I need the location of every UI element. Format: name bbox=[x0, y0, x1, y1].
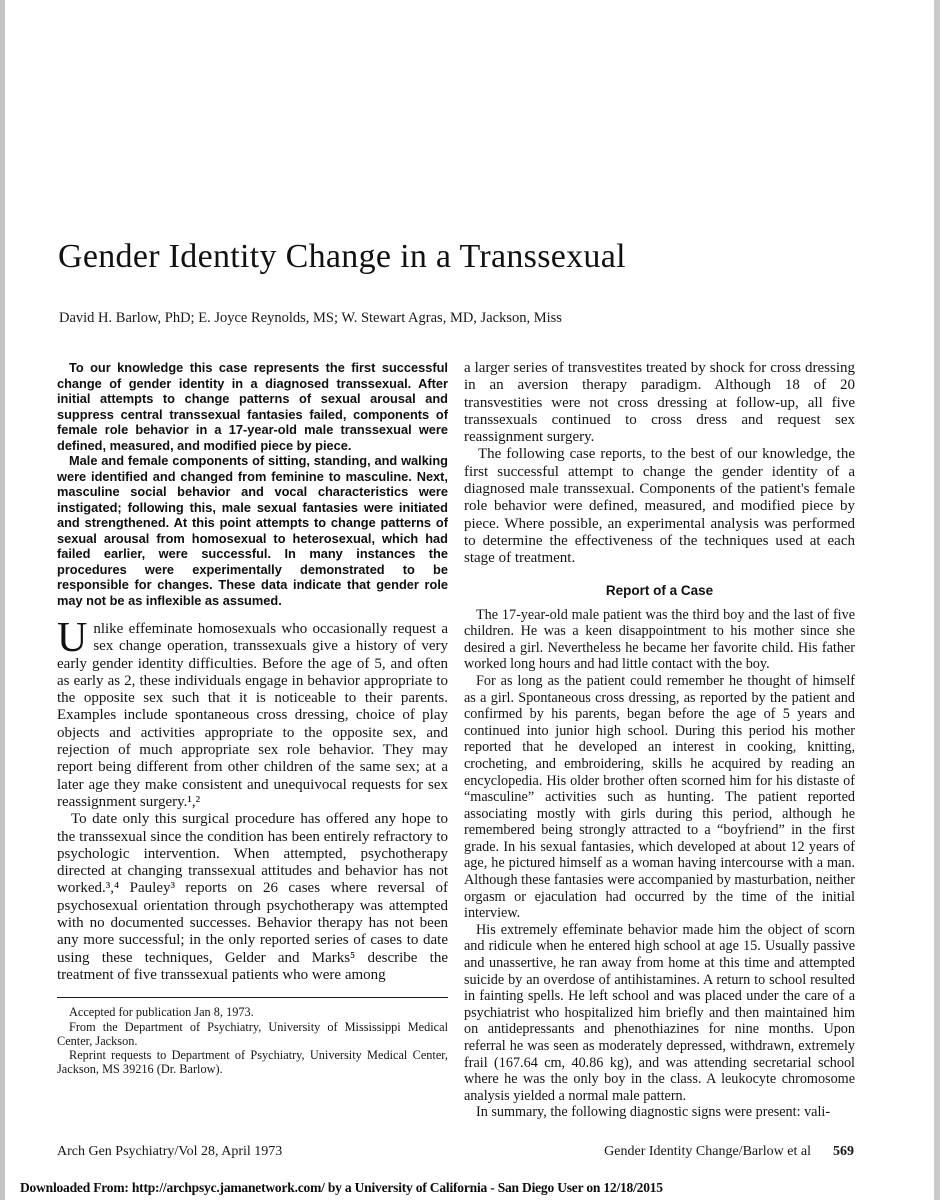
page-edge-right bbox=[934, 0, 940, 1200]
footnote bbox=[57, 1005, 448, 1076]
abstract-paragraph: To our knowledge this case represents the first successful change of gender identity in a diagnosed transsexual. After initial attempts to change patterns of sexual arousal and suppress central transsexual fantasies failed, components of female role behavior in a 17-year-old male transsexual were defined, measured, and modified piece by piece. bbox=[57, 360, 448, 453]
intro-continuation-paragraph: a larger series of transvestites treated by shock for cross dressing in an aversion therapy paradigm. Although 18 of 20 transvestities were not cross dressing at follow-up, all five transsexuals continued to cross dress and request sex reassignment surgery. bbox=[464, 360, 855, 446]
page-edge-left bbox=[0, 0, 5, 1200]
intro-paragraph bbox=[57, 615, 448, 811]
case-paragraph: For as long as the patient could remember he thought of himself as a girl. Spontaneous cross dressing, as reported by the patient and confirmed by his parents, began before the age of 5 years and continued into junior high school. During this period his mother reported that he developed an interest in cooking, knitting, crocheting, and embroidering, skills he acquired by reading an encyclopedia. His older brother often scorned him for his distaste of “masculine” activities such as hunting. The patient reported associating mostly with girls during this period, although he remembered being strongly attracted to a “boyfriend” in the first grade. In his sexual fantasies, which developed at about 12 years of age, he pictured himself as a woman having intercourse with a man. Although these fantasies were accompanied by masturbation, neither orgasm or ejaculation had occurred by the time of the initial interview. bbox=[464, 672, 855, 922]
case-paragraph: His extremely effeminate behavior made him the object of scorn and ridicule when he entered high school at age 15. Usually passive and unassertive, he ran away from home at this time and attempted suicide by an overdose of antihistamines. A return to school resulted in fainting spells. He left school and was placed under the care of a psychiatrist who hospitalized him briefly and then maintained him on antidepressants and phenothiazines for nine months. Upon referral he was seen as moderately depressed, withdrawn, extremely frail (167.64 cm, 40.86 kg), and was attending secretarial school where he was the only boy in the class. A leukocyte chromosome analysis yielded a normal male pattern. bbox=[464, 921, 855, 1104]
page-number: 569 bbox=[833, 1144, 854, 1159]
introduction bbox=[57, 615, 448, 984]
footnote-line: From the Department of Psychiatry, University of Mississippi Medical Center, Jackson. bbox=[57, 1019, 448, 1048]
intro-paragraph: To date only this surgical procedure has offered any hope to the transsexual since the condition has been entirely refractory to psychologic intervention. When attempted, psychotherapy directed at changing transsexual attitudes and behavior has not worked.³,⁴ Pauley³ reports on 26 cases where reversal of psychosexual orientation through psychotherapy was attempted with no documented successes. Behavior therapy has not been any more successful; in the only reported series of cases to date using these techniques, Gelder and Marks⁵ describe the treatment of five transsexual patients who were among bbox=[57, 811, 448, 983]
case-paragraph: The 17-year-old male patient was the third boy and the last of five children. He was a keen disappointment to his mother since she desired a girl. Nevertheless he became her favorite child. His father worked long hours and had little contact with the boy. bbox=[464, 606, 855, 673]
intro-paragraph-text: nlike effeminate homosexuals who occasionally request a sex change operation, transsexuals give a history of very early gender identity difficulties. Before the age of 5, and often as early as 2, these individuals engage in behavior appropriate to the opposite sex such that it is noticeable to their parents. Examples include spontaneous cross dressing, choice of play objects and activities appropriate to the opposite sex, and rejection of much appropriate sex role behavior. They may report being different from other children of the same sex; at a later age they make consistent and unequivocal requests for sex reassignment surgery.¹,² bbox=[57, 621, 448, 810]
article-title: Gender Identity Change in a Transsexual bbox=[58, 238, 626, 275]
page-footer bbox=[57, 1144, 854, 1160]
intro-paragraph: The following case reports, to the best of our knowledge, the first successful attempt to change the gender identity of a diagnosed male transsexual. Components of the patient's female role behavior were defined, measured, and modified piece by piece. Where possible, an experimental analysis was performed to determine the effectiveness of the techniques used at each stage of treatment. bbox=[464, 446, 855, 567]
abstract-paragraph: Male and female components of sitting, standing, and walking were identified and changed from feminine to masculine. Next, masculine social behavior and vocal characteristics were instigated; following this, male sexual fantasies were initiated and strengthened. At this point attempts to change patterns of sexual arousal from homosexual to heterosexual, which had failed earlier, were successful. In many instances the procedures were experimentally demonstrated to be responsible for changes. These data indicate that gender role may not be as inflexible as assumed. bbox=[57, 453, 448, 608]
footnote-line: Accepted for publication Jan 8, 1973. bbox=[69, 1005, 254, 1020]
right-column bbox=[464, 360, 855, 1121]
footnote-rule bbox=[57, 997, 448, 998]
article-authors: David H. Barlow, PhD; E. Joyce Reynolds, MS; W. Stewart Agras, MD, Jackson, Miss bbox=[59, 310, 562, 326]
footer-right-group bbox=[604, 1144, 854, 1160]
case-paragraph: In summary, the following diagnostic signs were present: vali- bbox=[476, 1104, 831, 1121]
drop-cap: U bbox=[57, 615, 88, 661]
section-heading-report-of-a-case: Report of a Case bbox=[605, 582, 714, 598]
abstract bbox=[57, 360, 448, 608]
running-head: Gender Identity Change/Barlow et al bbox=[604, 1144, 811, 1159]
journal-citation: Arch Gen Psychiatry/Vol 28, April 1973 bbox=[57, 1144, 283, 1159]
download-notice: Downloaded From: http://archpsyc.jamanetwork.com/ by a University of California - San Diego User on 12/18/2015 bbox=[20, 1180, 663, 1195]
two-column-body bbox=[57, 360, 855, 1121]
left-column bbox=[57, 360, 448, 1121]
footnote-line: Reprint requests to Department of Psychiatry, University Medical Center, Jackson, MS 39216 (Dr. Barlow). bbox=[57, 1048, 448, 1077]
